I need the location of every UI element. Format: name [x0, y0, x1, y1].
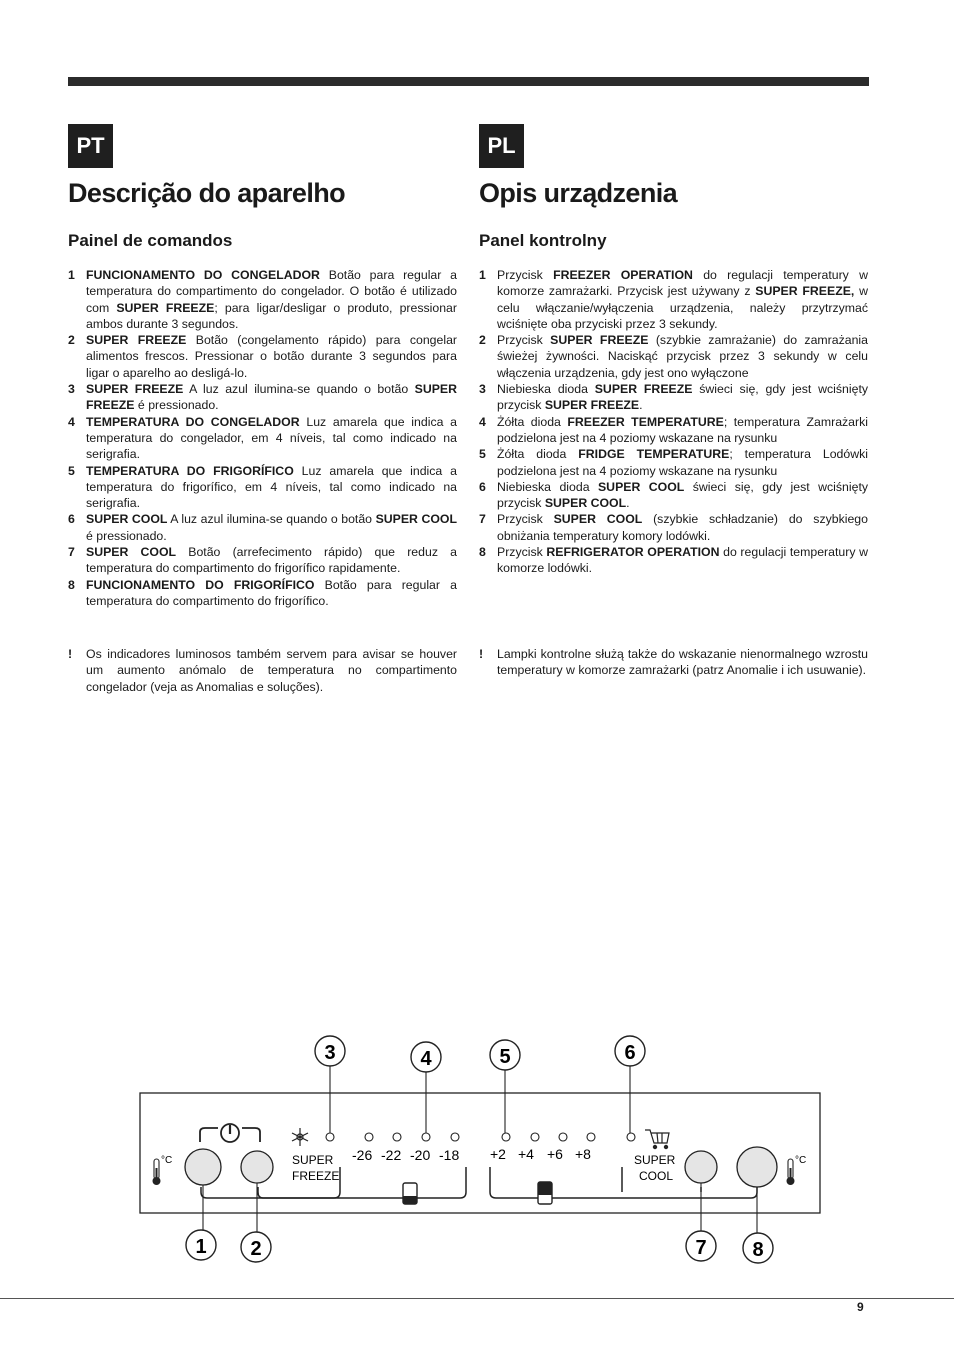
- item-number: 5: [68, 463, 75, 478]
- text-run: do regulacji temperatury w komorze zamrażarki. Przycisk jest używany z: [497, 268, 868, 299]
- text-run: ; temperatura Lodówki podzielona jest na 4 poziomy wskazane na rysunku: [497, 447, 868, 478]
- item-number: 3: [68, 382, 75, 397]
- item-number: 4: [68, 414, 75, 429]
- list-item: [479, 511, 868, 544]
- item-number: 1: [479, 268, 486, 282]
- bottom-rule: [0, 1298, 954, 1299]
- callout-3: [315, 1036, 345, 1066]
- text-run: (szybkie zamrażanie) do zamrażania świeżej żywności. Naciskąć przycisk przez 3 sekundy w celu włączenia urządzenia, gdy jest ono wyłączone: [497, 333, 868, 380]
- callout-1: [186, 1230, 216, 1260]
- column-pl: [479, 176, 868, 577]
- bold-term: TEMPERATURA DO CONGELADOR: [86, 414, 300, 429]
- svg-text:5: 5: [499, 1046, 511, 1068]
- item-text: [86, 381, 457, 414]
- fridge-door-icon: [538, 1182, 552, 1204]
- bold-term: SUPER COOL: [86, 512, 168, 527]
- item-number: 6: [68, 512, 75, 527]
- note-pt: [68, 646, 457, 695]
- super-freeze-button[interactable]: [241, 1151, 273, 1183]
- warning-mark: !: [68, 647, 73, 661]
- text-run: é pressionado.: [134, 398, 219, 413]
- warning-mark: !: [479, 647, 484, 661]
- note-text: Os indicadores luminosos também servem para avisar se houver um aumento anómalo de temperatura no compartimento congelador (veja as Anomalias e soluções).: [86, 647, 457, 694]
- text-run: Luz amarela que indica a temperatura do frigorífico, em 4 níveis, tal como indicado na serigrafia.: [86, 463, 457, 511]
- item-text: [497, 544, 868, 577]
- bold-term: SUPER FREEZE: [550, 333, 649, 348]
- fridge-level-label: +8: [575, 1146, 591, 1162]
- super-freeze-label: SUPER: [292, 1153, 334, 1167]
- item-number: 8: [479, 545, 486, 560]
- item-text: [86, 544, 457, 577]
- bold-term: FREEZER TEMPERATURE: [567, 414, 724, 429]
- super-cool-led: [627, 1133, 635, 1141]
- text-run: Przycisk: [497, 333, 551, 348]
- list-item: [479, 544, 868, 577]
- page-number: 9: [857, 1300, 864, 1314]
- text-run: Botão para regular a temperatura do compartimento do frigorífico.: [86, 577, 457, 608]
- freezer-temp-led: [365, 1133, 373, 1141]
- fridge-temp-led: [502, 1133, 510, 1141]
- bold-term: FREEZER OPERATION: [553, 268, 693, 282]
- thermometer-icon: [153, 1159, 161, 1185]
- super-cool-label: SUPER: [634, 1153, 676, 1167]
- svg-text:8: 8: [752, 1239, 764, 1261]
- list-item: [479, 381, 868, 414]
- item-text: [497, 267, 868, 332]
- text-run: Niebieska dioda: [497, 382, 595, 397]
- fridge-level-label: +2: [490, 1146, 506, 1162]
- svg-text:2: 2: [250, 1238, 262, 1260]
- text-run: Botão (arrefecimento rápido) que reduz a temperatura do compartimento do frigorífico rapidamente.: [86, 545, 457, 576]
- text-run: Przycisk: [497, 268, 554, 282]
- item-text: [86, 577, 457, 610]
- text-run: świeci się, gdy jest wciśnięty przycisk: [497, 382, 869, 413]
- list-item: [68, 544, 457, 577]
- item-text: [86, 414, 457, 463]
- bold-term: SUPER FREEZE: [116, 300, 215, 315]
- text-run: Botão (congelamento rápido) para congelar alimentos frescos. Pressionar o botão durante 3 segundos para ligar o aparelho ao desligá-lo.: [86, 333, 458, 380]
- list-item: [479, 267, 868, 332]
- text-run: é pressionado.: [86, 528, 167, 543]
- svg-text:3: 3: [324, 1042, 336, 1064]
- svg-text:4: 4: [420, 1048, 432, 1070]
- text-run: w celu włączanie/wyłączenia urządzenia, należy przytrzymać wciśnięte oba przyciski przez 3 sekundy.: [497, 284, 868, 331]
- item-text: [497, 332, 868, 381]
- bold-term: SUPER COOL: [544, 496, 627, 511]
- callout-7: [686, 1231, 716, 1261]
- callout-8: [743, 1233, 773, 1263]
- item-number: 6: [479, 479, 486, 494]
- bold-term: TEMPERATURA DO FRIGORÍFICO: [86, 463, 294, 478]
- celsius-label: °C: [795, 1155, 807, 1166]
- bold-term: SUPER COOL: [597, 479, 685, 494]
- item-number: 7: [479, 512, 486, 527]
- item-number: 5: [479, 447, 486, 462]
- item-number: 8: [68, 577, 75, 592]
- bold-term: FUNCIONAMENTO DO CONGELADOR: [86, 268, 320, 282]
- panel-frame: [140, 1093, 820, 1213]
- item-number: 2: [479, 333, 486, 348]
- note-pl: [479, 646, 868, 679]
- bold-term: SUPER COOL: [375, 512, 457, 527]
- callout-5: [490, 1040, 520, 1070]
- bold-term: FUNCIONAMENTO DO FRIGORÍFICO: [86, 577, 315, 592]
- svg-text:7: 7: [695, 1237, 707, 1259]
- list-item: [68, 414, 457, 463]
- column-pt: [68, 176, 457, 609]
- control-panel-diagram: [0, 1030, 954, 1270]
- item-number: 7: [68, 545, 75, 560]
- svg-text:1: 1: [195, 1236, 207, 1258]
- list-item: [68, 511, 457, 544]
- fridge-temp-led: [587, 1133, 595, 1141]
- fridge-temp-led: [531, 1133, 539, 1141]
- super-cool-button[interactable]: [685, 1151, 717, 1183]
- super-cool-label: COOL: [639, 1169, 674, 1183]
- item-text: [497, 414, 868, 447]
- text-run: A luz azul ilumina-se quando o botão: [183, 382, 415, 397]
- top-rule: [68, 77, 869, 86]
- text-run: Botão para regular a temperatura do compartimento do congelador. O botão é utilizado com: [86, 268, 457, 315]
- item-text: [497, 381, 868, 414]
- list-item: [68, 463, 457, 512]
- list-item: [68, 577, 457, 610]
- bold-term: SUPER FREEZE: [544, 398, 640, 413]
- text-run: .: [626, 496, 630, 511]
- note-text: Lampki kontrolne służą także do wskazanie nienormalnego wzrostu temperatury w komorze zamrażarki (patrz Anomalie i ich usuwanie).: [497, 647, 868, 678]
- item-number: 4: [479, 414, 486, 429]
- text-run: A luz azul ilumina-se quando o botão: [167, 512, 376, 527]
- freezer-level-label: -22: [381, 1147, 402, 1163]
- text-run: Luz amarela que indica a temperatura do congelador, em 4 níveis, tal como indicado na serigrafia.: [86, 414, 457, 462]
- freezer-temp-led: [393, 1133, 401, 1141]
- celsius-label: °C: [161, 1155, 173, 1166]
- freezer-level-label: -18: [439, 1147, 460, 1163]
- list-item: [68, 381, 457, 414]
- page-title: Descrição do aparelho: [68, 178, 346, 208]
- freezer-door-icon: [403, 1183, 417, 1204]
- freezer-temp-led: [451, 1133, 459, 1141]
- list-item: [479, 414, 868, 447]
- thermometer-icon: [787, 1159, 795, 1185]
- text-run: Przycisk: [497, 545, 547, 560]
- list-item: [68, 267, 457, 332]
- freezer-operation-button[interactable]: [185, 1149, 221, 1185]
- bold-term: SUPER COOL: [553, 512, 643, 527]
- super-freeze-label: FREEZE: [292, 1169, 340, 1183]
- item-list: [479, 267, 868, 577]
- item-text: [86, 332, 457, 381]
- text-run: Przycisk: [497, 512, 554, 527]
- item-text: [86, 267, 457, 332]
- fridge-temp-led: [559, 1133, 567, 1141]
- item-text: [86, 511, 457, 544]
- text-run: (szybkie schładzanie) do szybkiego obniżania temperatury komory lodówki.: [497, 512, 868, 543]
- item-number: 1: [68, 268, 75, 282]
- item-text: [497, 446, 868, 479]
- callout-4: [411, 1042, 441, 1072]
- item-text: [497, 479, 868, 512]
- section-title: Painel de comandos: [68, 231, 233, 250]
- bold-term: SUPER FREEZE,: [755, 284, 855, 299]
- text-run: Żółta dioda: [497, 447, 579, 462]
- item-text: [497, 511, 868, 544]
- text-run: .: [639, 398, 643, 413]
- list-item: [479, 446, 868, 479]
- bold-term: FRIDGE TEMPERATURE: [578, 447, 730, 462]
- fridge-level-label: +6: [547, 1146, 563, 1162]
- item-number: 3: [479, 382, 486, 397]
- language-badge-pl: PL: [479, 124, 524, 168]
- freezer-temp-led: [422, 1133, 430, 1141]
- bold-term: SUPER FREEZE: [594, 382, 693, 397]
- language-badge-pt: PT: [68, 124, 113, 168]
- list-item: [68, 332, 457, 381]
- bold-term: SUPER COOL: [86, 545, 177, 560]
- callout-6: [615, 1036, 645, 1066]
- freezer-level-label: -20: [410, 1147, 431, 1163]
- text-run: Żółta dioda: [497, 414, 568, 429]
- text-run: Niebieska dioda: [497, 479, 598, 494]
- item-list: [68, 267, 457, 609]
- item-text: [86, 463, 457, 512]
- list-item: [479, 332, 868, 381]
- text-run: ; para ligar/desligar o produto, pressionar ambos durante 3 segundos.: [86, 300, 457, 331]
- bold-term: SUPER FREEZE: [86, 333, 187, 348]
- callout-2: [241, 1232, 271, 1262]
- fridge-level-label: +4: [518, 1146, 534, 1162]
- refrigerator-operation-button[interactable]: [737, 1147, 777, 1187]
- freezer-level-label: -26: [352, 1147, 373, 1163]
- section-title: Panel kontrolny: [479, 231, 607, 250]
- item-number: 2: [68, 333, 75, 348]
- super-freeze-led: [326, 1133, 334, 1141]
- list-item: [479, 479, 868, 512]
- text-run: ; temperatura Zamrażarki podzielona jest na 4 poziomy wskazane na rysunku: [497, 414, 868, 445]
- text-run: świeci się, gdy jest wciśnięty przycisk: [497, 479, 869, 511]
- svg-text:6: 6: [624, 1042, 636, 1064]
- page-title: Opis urządzenia: [479, 178, 678, 208]
- bold-term: SUPER FREEZE: [86, 382, 184, 397]
- text-run: do regulacji temperatury w komorze lodówki.: [497, 545, 868, 576]
- bold-term: REFRIGERATOR OPERATION: [546, 545, 720, 560]
- bold-term: SUPER FREEZE: [86, 382, 458, 413]
